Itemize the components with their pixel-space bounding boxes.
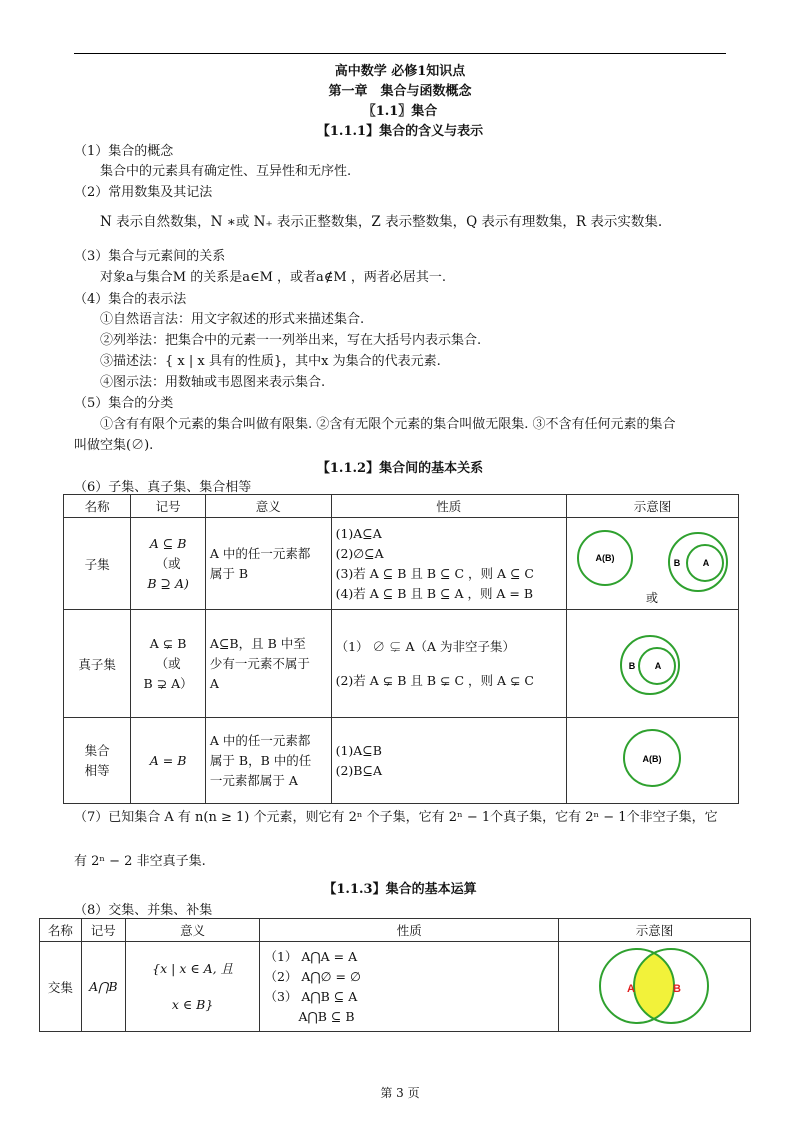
s4-item-2: ②列举法：把集合中的元素一一列举出来，写在大括号内表示集合.: [100, 333, 482, 348]
row-properties: [331, 610, 566, 718]
operations-table: [39, 918, 751, 1032]
row-meaning: [125, 942, 260, 1032]
name-line: 相等: [84, 762, 110, 778]
s1-text: 集合中的元素具有确定性、互异性和无序性.: [100, 164, 352, 179]
row-notation: [131, 518, 206, 610]
property-line: (2)若 A ⊊ B 且 B ⊊ C ，则 A ⊊ C: [335, 672, 534, 688]
table-header-row: [64, 495, 739, 518]
notation-line: A ⊊ B: [149, 635, 187, 651]
venn-proper-subset-diagram: [567, 610, 738, 714]
s2-text: N 表示自然数集，N ∗或 N₊ 表示正整数集，Z 表示整数集，Q 表示有理数集，R 表示实数集.: [100, 214, 663, 230]
property-line: （1） ∅ ⊊ A（A 为非空子集）: [335, 638, 515, 654]
venn-label: A: [702, 558, 710, 568]
s5-line1: ①含有有限个元素的集合叫做有限集. ②含有无限个元素的集合叫做无限集. ③不含有任何元素的集合: [100, 417, 676, 432]
s4-heading: （4）集合的表示法: [74, 292, 187, 307]
property-line: （2） A⋂∅ = ∅: [264, 968, 361, 984]
doc-title: 高中数学 必修1知识点: [334, 64, 466, 79]
table-row-subset: [64, 518, 739, 610]
property-line: (4)若 A ⊆ B 且 B ⊆ A ，则 A = B: [335, 585, 534, 601]
venn-label: A: [626, 983, 635, 995]
meaning-line: A: [209, 675, 219, 691]
meaning-line: A 中的任一元素都: [209, 732, 311, 748]
s4-item-1: ①自然语言法：用文字叙述的形式来描述集合.: [100, 312, 365, 327]
venn-label: B: [672, 983, 681, 995]
venn-label: B: [628, 661, 636, 671]
venn-intersection-diagram: [559, 942, 750, 1028]
s3-heading: （3）集合与元素间的关系: [74, 249, 226, 264]
col-header-name: 名称: [40, 919, 82, 942]
s6-heading: （6）子集、真子集、集合相等: [74, 480, 252, 495]
row-notation: A⋂B: [81, 942, 125, 1032]
meaning-line: x ∈ B}: [171, 996, 214, 1012]
meaning-line: A⊆B，且 B 中至: [209, 635, 306, 651]
venn-subset-diagram: [567, 518, 738, 606]
row-name: [64, 718, 131, 804]
col-header-meaning: 意义: [205, 495, 331, 518]
subsection-title-113: 【1.1.3】集合的基本运算: [323, 882, 477, 897]
s7-line2: 有 2ⁿ − 2 非空真子集.: [74, 854, 206, 869]
s8-heading: （8）交集、并集、补集: [74, 903, 213, 918]
venn-label: A(B): [595, 553, 615, 563]
s2-heading: （2）常用数集及其记法: [74, 185, 213, 200]
subsection-title-112: 【1.1.2】集合间的基本关系: [316, 461, 484, 476]
s5-line2: 叫做空集(∅).: [74, 438, 154, 453]
header-rule: [74, 53, 726, 54]
page-number: 第 3 页: [380, 1086, 420, 1100]
venn-equal-diagram: [567, 718, 738, 800]
property-line: (1)A⊆B: [335, 742, 382, 758]
col-header-meaning: 意义: [125, 919, 260, 942]
s1-heading: （1）集合的概念: [74, 144, 174, 159]
row-name: 真子集: [64, 610, 131, 718]
meaning-line: 少有一元素不属于: [209, 655, 310, 671]
meaning-line: 一元素都属于 A: [209, 772, 298, 788]
notation-line: （或: [155, 655, 181, 671]
table-row-proper-subset: [64, 610, 739, 718]
meaning-line: A 中的任一元素都: [209, 545, 311, 561]
col-header-notation: 记号: [81, 919, 125, 942]
row-notation: [131, 610, 206, 718]
notation-line: （或: [155, 555, 181, 571]
property-line: (1)A⊆A: [335, 525, 382, 541]
table-header-row: [40, 919, 751, 942]
table-row-intersection: [40, 942, 751, 1032]
venn-label: B: [673, 558, 681, 568]
or-label: 或: [645, 591, 658, 605]
property-line: （3） A⋂B ⊆ A: [264, 988, 358, 1004]
table-row-equal: [64, 718, 739, 804]
row-diagram: [566, 718, 738, 804]
property-line: （1） A⋂A = A: [264, 948, 358, 964]
property-line: (2)∅⊆A: [335, 545, 384, 561]
venn-label: A(B): [642, 754, 662, 764]
col-header-notation: 记号: [131, 495, 206, 518]
col-header-diagram: 示意图: [558, 919, 750, 942]
venn-label: A: [654, 661, 662, 671]
col-header-diagram: 示意图: [566, 495, 738, 518]
row-diagram: [566, 610, 738, 718]
notation-line: B ⊇ A): [147, 575, 189, 591]
meaning-line: 属于 B: [209, 565, 249, 581]
row-name: 子集: [64, 518, 131, 610]
s7-line1: （7）已知集合 A 有 n(n ≥ 1) 个元素，则它有 2ⁿ 个子集，它有 2ⁿ − 1个真子集，它有 2ⁿ − 1个非空子集，它: [74, 810, 718, 825]
s3-text: 对象a与集合M 的关系是a∈M ，或者a∉M ，两者必居其一.: [100, 270, 446, 285]
s4-item-4: ④图示法：用数轴或韦恩图来表示集合.: [100, 375, 326, 390]
property-line: A⋂B ⊆ B: [298, 1008, 355, 1024]
row-properties: [331, 718, 566, 804]
relations-table: [63, 494, 739, 804]
notation-line: A ⊆ B: [149, 535, 187, 551]
col-header-properties: 性质: [331, 495, 566, 518]
row-properties: [331, 518, 566, 610]
chapter-title: 第一章 集合与函数概念: [328, 84, 472, 99]
name-line: 集合: [84, 742, 110, 758]
row-diagram: [558, 942, 750, 1032]
meaning-line: {x | x ∈ A, 且: [152, 960, 234, 976]
col-header-name: 名称: [64, 495, 131, 518]
meaning-line: 属于 B，B 中的任: [209, 752, 312, 768]
row-notation: A = B: [131, 718, 206, 804]
notation-line: B ⊋ A）: [143, 675, 193, 691]
property-line: (3)若 A ⊆ B 且 B ⊆ C ，则 A ⊆ C: [335, 565, 534, 581]
row-meaning: [205, 610, 331, 718]
row-name: 交集: [40, 942, 82, 1032]
col-header-properties: 性质: [260, 919, 559, 942]
row-meaning: [205, 518, 331, 610]
property-line: (2)B⊆A: [335, 762, 382, 778]
row-properties: [260, 942, 559, 1032]
row-meaning: [205, 718, 331, 804]
s4-item-3: ③描述法：{ x | x 具有的性质}，其中x 为集合的代表元素.: [100, 354, 441, 369]
section-title: 〖1.1〗集合: [362, 104, 438, 119]
row-diagram: [566, 518, 738, 610]
subsection-title-111: 【1.1.1】集合的含义与表示: [316, 124, 484, 139]
s5-heading: （5）集合的分类: [74, 396, 174, 411]
